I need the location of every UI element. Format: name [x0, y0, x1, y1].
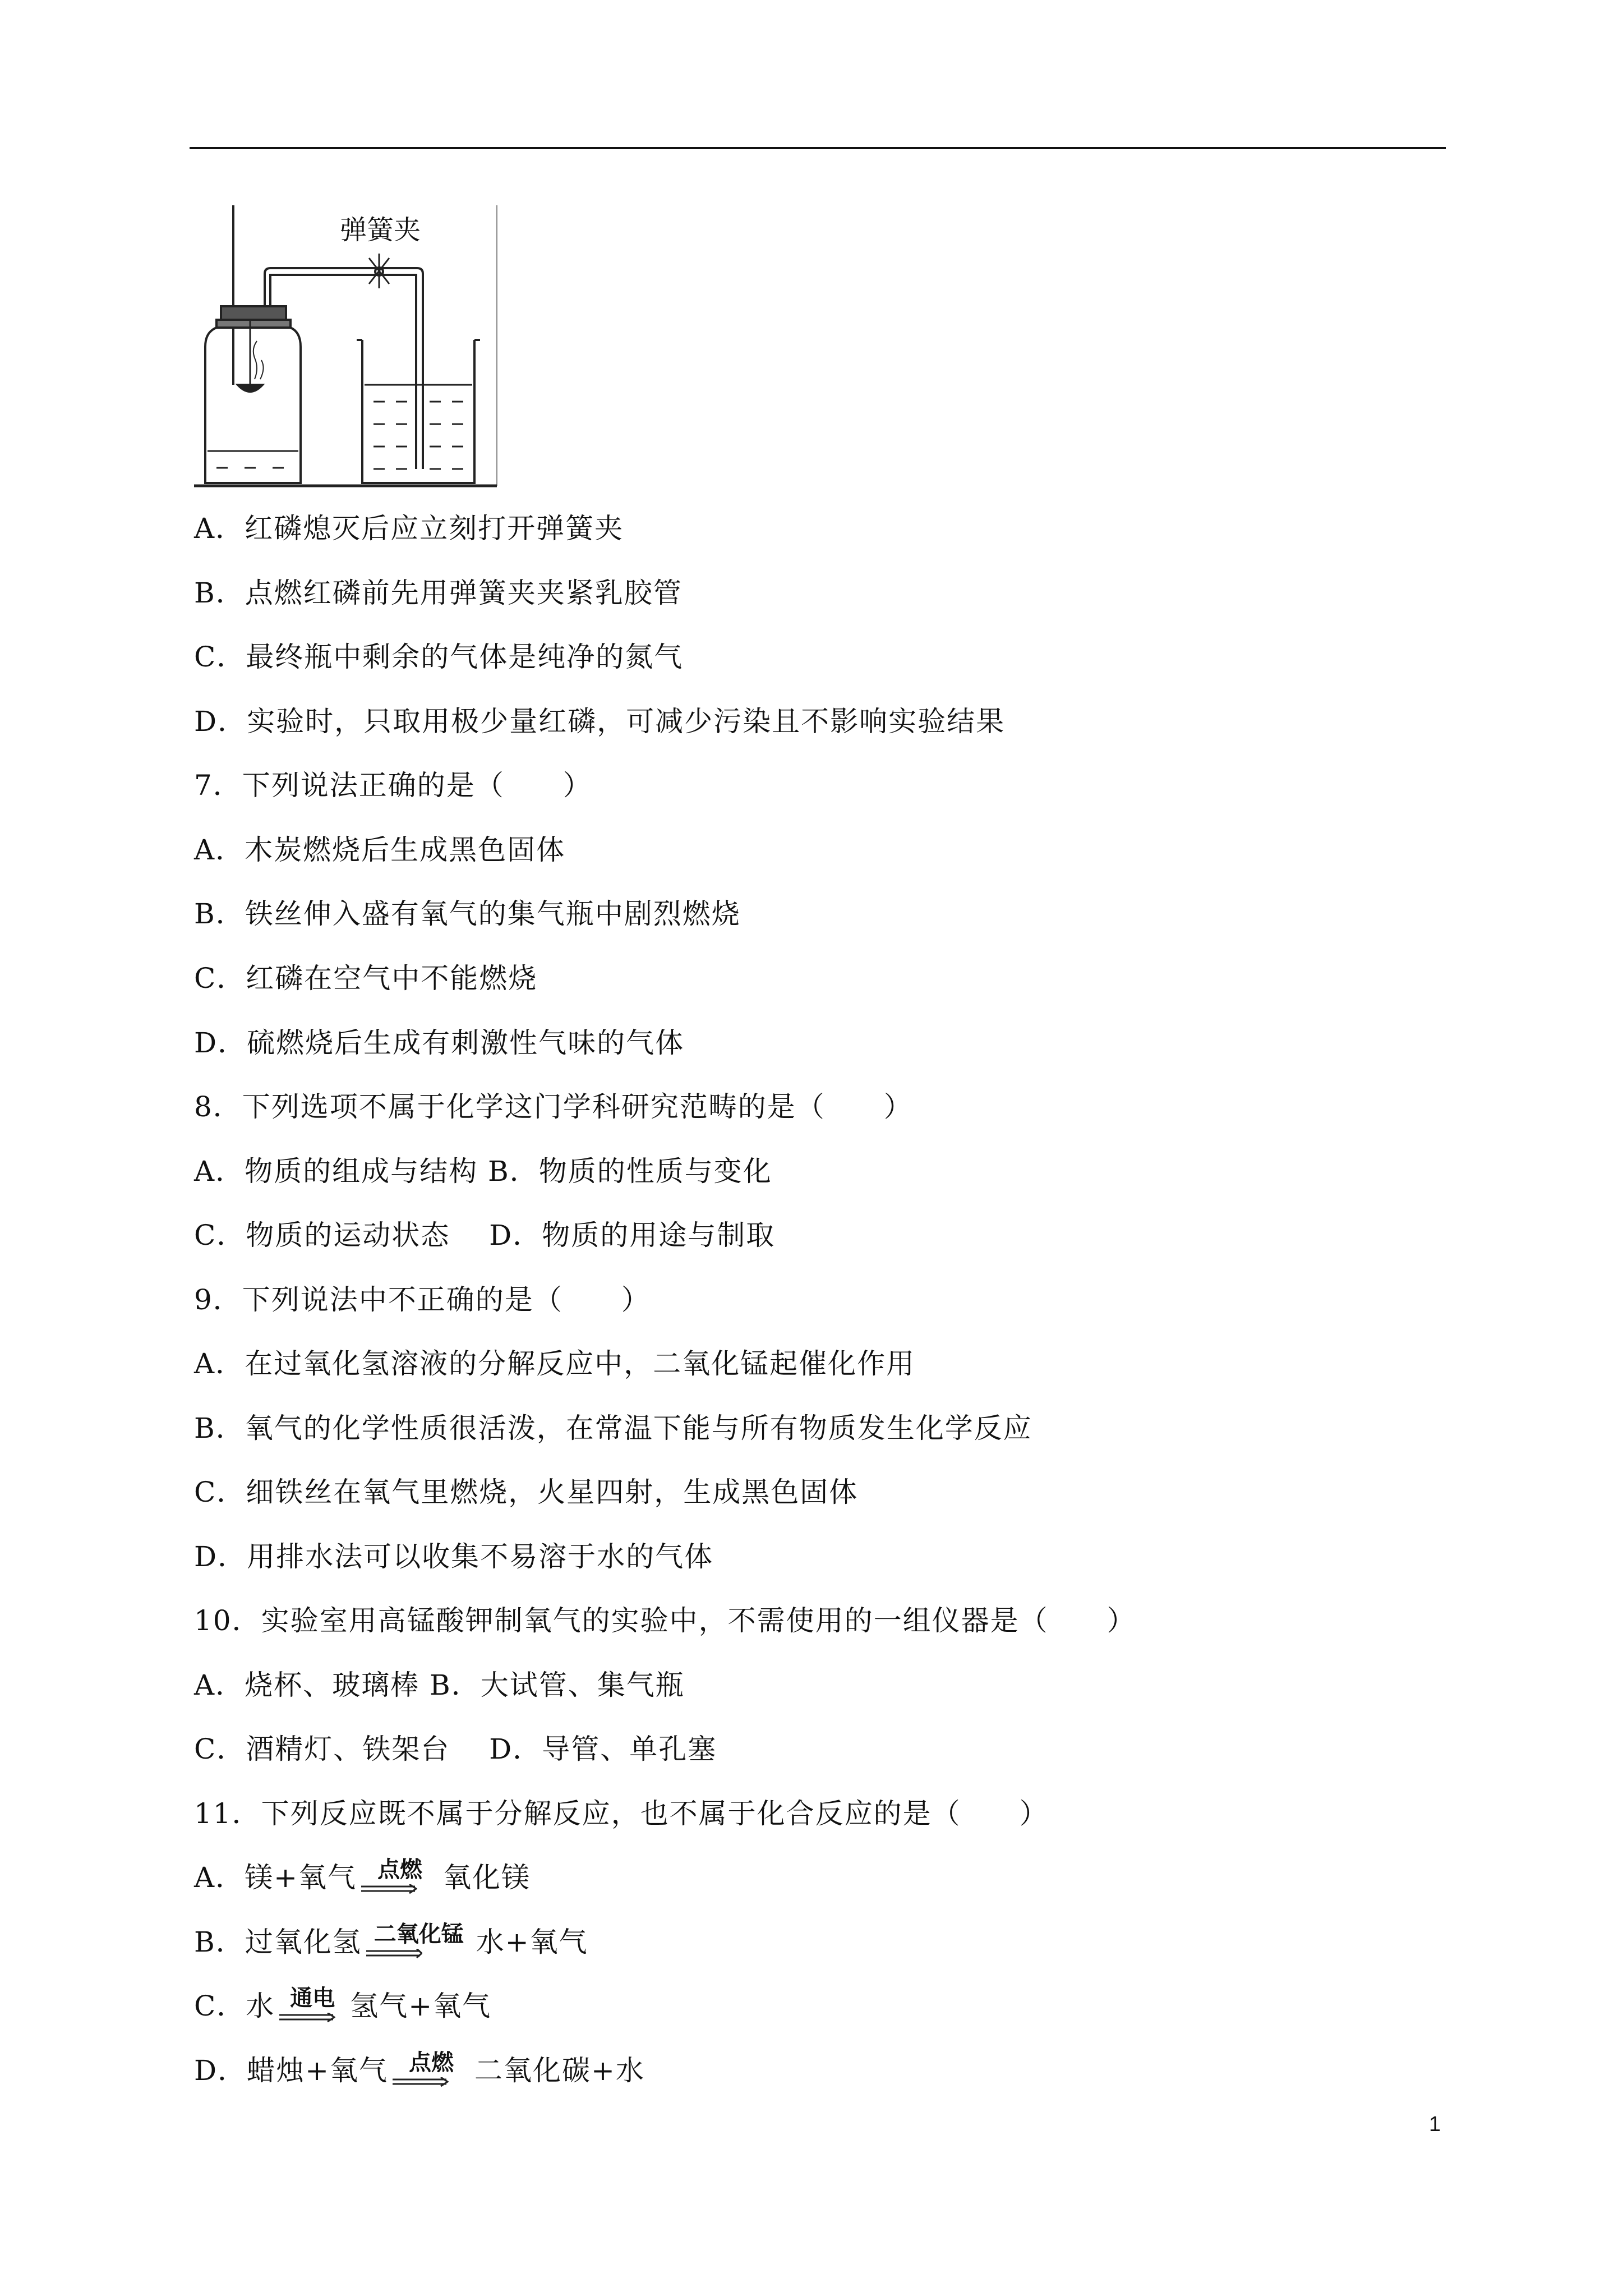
q7-option-c: C．红磷在空气中不能燃烧 [194, 962, 538, 995]
q8-stem: 8．下列选项不属于化学这门学科研究范畴的是（ ） [194, 1091, 913, 1123]
q9-option-d: D．用排水法可以收集不易溶于水的气体 [194, 1540, 714, 1573]
reaction-condition: 二氧化锰 [374, 1921, 464, 1947]
experiment-apparatus-figure [194, 200, 504, 491]
reaction-condition: 点燃 [408, 2050, 454, 2076]
q11-stem: 11．下列反应既不属于分解反应，也不属于化合反应的是（ ） [194, 1797, 1049, 1830]
q7-option-a: A．木炭燃烧后生成黑色固体 [194, 834, 566, 866]
reactants: A．镁+氧气 [194, 1861, 357, 1894]
q10-options-cd: C．酒精灯、铁架台 D．导管、单孔塞 [194, 1733, 717, 1765]
arrow-icon [279, 2013, 335, 2023]
q9-option-a: A．在过氧化氢溶液的分解反应中，二氧化锰起催化作用 [194, 1347, 916, 1380]
q10-options-ab: A．烧杯、玻璃棒 B．大试管、集气瓶 [194, 1669, 685, 1701]
q7-option-d: D．硫燃烧后生成有刺激性气味的气体 [194, 1027, 685, 1059]
reaction-arrow [363, 1921, 475, 1959]
q6-option-a: A．红磷熄灭后应立刻打开弹簧夹 [194, 512, 624, 545]
q7-option-b: B．铁丝伸入盛有氧气的集气瓶中剧烈燃烧 [194, 898, 741, 930]
reactants: B．过氧化氢 [194, 1926, 362, 1958]
arrow-icon [361, 1884, 417, 1894]
reactants: D．蜡烛+氧气 [194, 2054, 388, 2087]
q11-option-c [194, 1985, 492, 2023]
q11-option-b [194, 1921, 588, 1959]
reaction-condition: 点燃 [377, 1857, 423, 1883]
products: 氧化镁 [443, 1861, 531, 1894]
q6-option-d: D．实验时，只取用极少量红磷，可减少污染且不影响实验结果 [194, 705, 1006, 738]
q11-option-a [194, 1857, 531, 1894]
q8-options-ab: A．物质的组成与结构 B．物质的性质与变化 [194, 1155, 772, 1188]
q9-option-c: C．细铁丝在氧气里燃烧，火星四射，生成黑色固体 [194, 1476, 859, 1508]
q8-options-cd: C．物质的运动状态 D．物质的用途与制取 [194, 1219, 776, 1251]
arrow-icon [366, 1949, 422, 1959]
products: 氢气+氧气 [350, 1990, 492, 2022]
clip-label: 弹簧夹 [340, 214, 421, 246]
reactants: C．水 [194, 1990, 275, 2022]
q9-stem: 9．下列说法中不正确的是（ ） [194, 1283, 651, 1316]
q10-stem: 10．实验室用高锰酸钾制氧气的实验中，不需使用的一组仪器是（ ） [194, 1604, 1136, 1637]
header-rule [190, 147, 1446, 149]
reaction-arrow [358, 1857, 442, 1894]
q6-option-c: C．最终瓶中剩余的气体是纯净的氮气 [194, 641, 684, 673]
arrow-icon [393, 2077, 449, 2087]
page-number: 1 [1429, 2113, 1441, 2136]
products: 二氧化碳+水 [474, 2054, 645, 2087]
products: 水+氧气 [476, 1926, 588, 1958]
reaction-condition: 通电 [290, 1985, 335, 2011]
reaction-arrow [276, 1985, 349, 2023]
q9-option-b: B．氧气的化学性质很活泼，在常温下能与所有物质发生化学反应 [194, 1412, 1032, 1444]
q6-option-b: B．点燃红磷前先用弹簧夹夹紧乳胶管 [194, 577, 683, 609]
q11-option-d [194, 2050, 645, 2087]
q7-stem: 7．下列说法正确的是（ ） [194, 769, 592, 802]
reaction-arrow [389, 2050, 473, 2087]
